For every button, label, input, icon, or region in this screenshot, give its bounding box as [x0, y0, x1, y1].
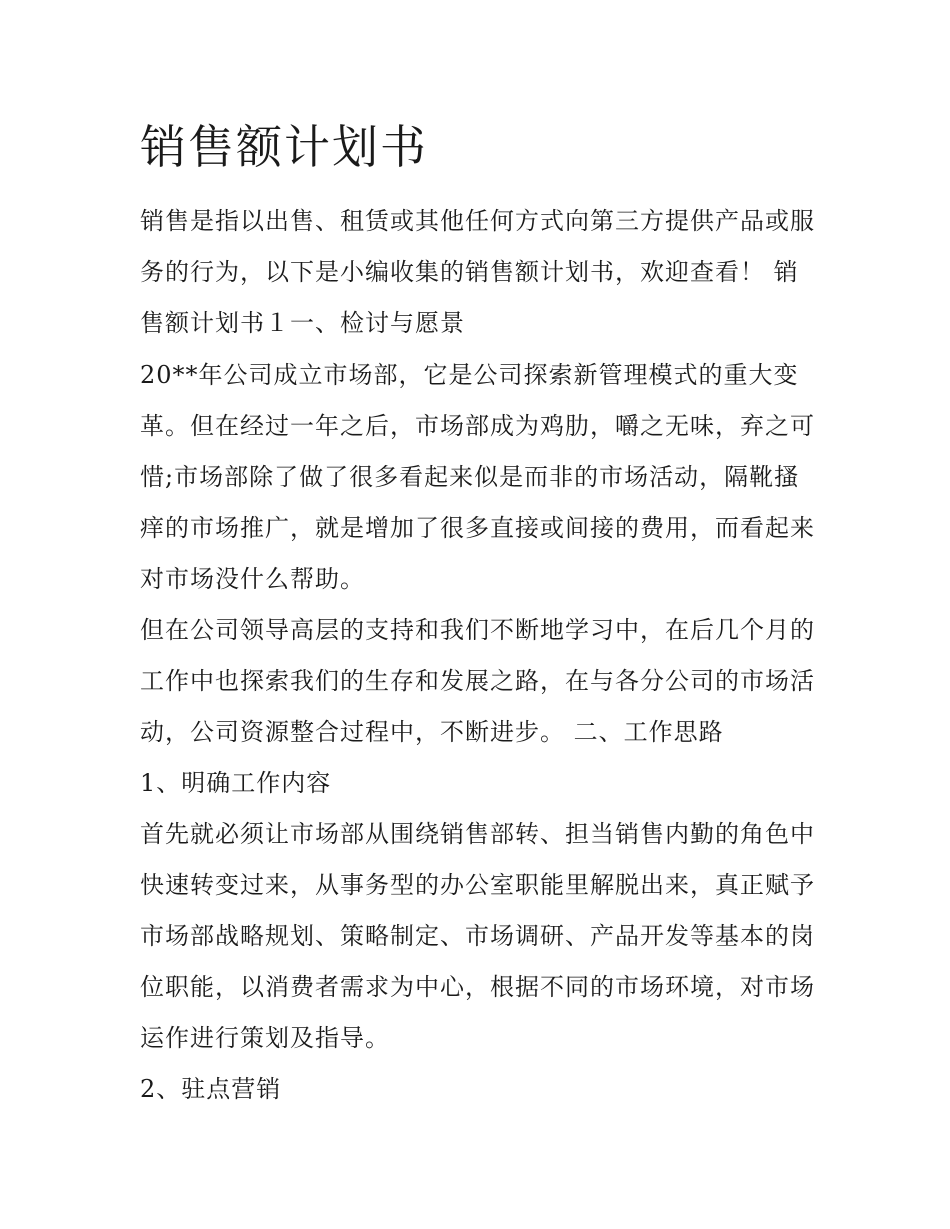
text-line: 但在公司领导高层的支持和我们不断地学习中，在后几个月的 [140, 616, 815, 644]
text-line: 20**年公司成立市场部，它是公司探索新管理模式的重大变 [140, 361, 799, 389]
text-line: 销售是指以出售、租赁或其他任何方式向第三方提供产品或服 [140, 207, 815, 235]
text-line: 1、明确工作内容 [140, 769, 332, 797]
text-line: 务的行为，以下是小编收集的销售额计划书，欢迎查看！ 销 [140, 258, 799, 286]
text-line: 首先就必须让市场部从围绕销售部转、担当销售内勤的角色中 [140, 820, 815, 848]
text-line: 市场部战略规划、策略制定、市场调研、产品开发等基本的岗 [140, 922, 815, 950]
text-line: 革。但在经过一年之后，市场部成为鸡肋，嚼之无味，弃之可 [140, 412, 815, 440]
text-line: 快速转变过来，从事务型的办公室职能里解脱出来，真正赋予 [140, 871, 815, 899]
text-line: 对市场没什么帮助。 [140, 565, 365, 593]
text-line: 运作进行策划及指导。 [140, 1024, 390, 1052]
text-line: 位职能，以消费者需求为中心，根据不同的市场环境，对市场 [140, 973, 815, 1001]
text-line: 痒的市场推广，就是增加了很多直接或间接的费用，而看起来 [140, 514, 815, 542]
text-line: 惜;市场部除了做了很多看起来似是而非的市场活动，隔靴搔 [140, 463, 800, 491]
text-line: 工作中也探索我们的生存和发展之路，在与各分公司的市场活 [140, 667, 815, 695]
text-line: 售额计划书１一、检讨与愿景 [140, 309, 465, 337]
text-line: 2、驻点营销 [140, 1075, 282, 1103]
text-line: 动，公司资源整合过程中，不断进步。 二、工作思路 [140, 718, 724, 746]
document-title: 销售额计划书 [140, 120, 428, 174]
